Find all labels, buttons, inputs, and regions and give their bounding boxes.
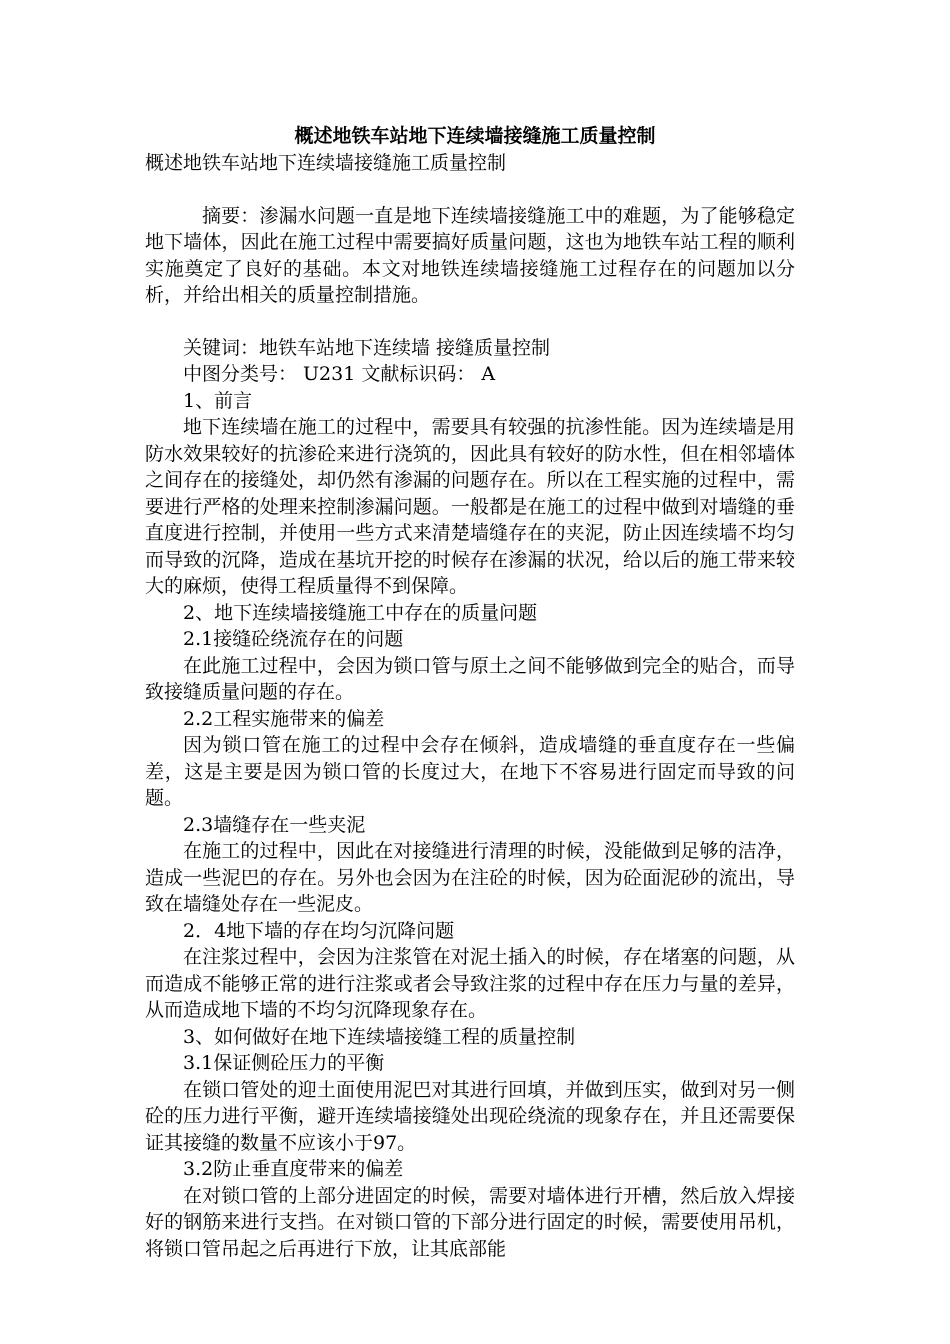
classification-line: 中图分类号： U231 文献标识码： A xyxy=(183,363,496,385)
section-paragraph: 在锁口管处的迎土面使用泥巴对其进行回填，并做到压实，做到对另一侧砼的压力进行平衡，避开连续墙接缝处出现砼绕流的现象存在，并且还需要保证其接缝的数量不应该小于97。 xyxy=(145,1078,795,1154)
keywords-line: 关键词：地铁车站地下连续墙 接缝质量控制 xyxy=(183,336,551,359)
document-body xyxy=(145,150,795,1262)
subsection-heading: 2.1接缝砼绕流存在的问题 xyxy=(183,628,404,650)
subsection-heading: 3.1保证侧砼压力的平衡 xyxy=(183,1052,385,1074)
subsection-heading: 2.3墙缝存在一些夹泥 xyxy=(183,813,366,836)
section-paragraph: 地下连续墙在施工的过程中，需要具有较强的抗渗性能。因为连续墙是用防水效果较好的抗渗砼来进行浇筑的，因此具有较好的防水性，但在相邻墙体之间存在的接缝处，却仍然有渗漏的问题存在。所以在工程实施的过程中，需要进行严格的处理来控制渗漏问题。一般都是在施工的过程中做到对墙缝的垂直度进行控制，并使用一些方式来清楚墙缝存在的夹泥，防止因连续墙不均匀而导致的沉降，造成在基坑开挖的时候存在渗漏的状况，给以后的施工带来较大的麻烦，使得工程质量得不到保障。 xyxy=(145,416,795,597)
section-paragraph: 因为锁口管在施工的过程中会存在倾斜，造成墙缝的垂直度存在一些偏差，这是主要是因为锁口管的长度过大，在地下不容易进行固定而导致的问题。 xyxy=(145,734,795,809)
section-heading: 1、前言 xyxy=(183,389,253,412)
spacer xyxy=(145,177,795,203)
section-heading: 2、地下连续墙接缝施工中存在的质量问题 xyxy=(183,601,538,624)
abstract-paragraph: 摘要：渗漏水问题一直是地下连续墙接缝施工中的难题，为了能够稳定地下墙体，因此在施工过程中需要搞好质量问题，这也为地铁车站工程的顺利实施奠定了良好的基础。本文对地铁连续墙接缝施工过程存在的问题加以分析，并给出相关的质量控制措施。 xyxy=(145,204,795,306)
section-paragraph: 在对锁口管的上部分进固定的时候，需要对墙体进行开槽，然后放入焊接好的钢筋来进行支挡。在对锁口管的下部分进行固定的时候，需要使用吊机，将锁口管吊起之后再进行下放，让其底部能 xyxy=(145,1184,795,1260)
subsection-heading: 3.2防止垂直度带来的偏差 xyxy=(183,1158,404,1180)
document-title: 概述地铁车站地下连续墙接缝施工质量控制 xyxy=(294,125,656,147)
section-paragraph: 在注浆过程中，会因为注浆管在对泥土插入的时候，存在堵塞的问题，从而造成不能够正常的进行注浆或者会导致注浆的过程中存在压力与量的差异，从而造成地下墙的不均匀沉降现象存在。 xyxy=(145,946,795,1021)
section-paragraph: 在此施工过程中，会因为锁口管与原土之间不能够做到完全的贴合，而导致接缝质量问题的存在。 xyxy=(145,654,795,703)
section-paragraph: 在施工的过程中，因此在对接缝进行清理的时候，没能做到足够的洁净，造成一些泥巴的存在。另外也会因为在注砼的时候，因为砼面泥砂的流出，导致在墙缝处存在一些泥皮。 xyxy=(145,840,795,915)
section-heading: 3、如何做好在地下连续墙接缝工程的质量控制 xyxy=(183,1025,576,1048)
subsection-heading: 2.2工程实施带来的偏差 xyxy=(183,707,385,730)
document-subtitle: 概述地铁车站地下连续墙接缝施工质量控制 xyxy=(145,152,507,174)
subsection-heading: 2．4地下墙的存在均匀沉降问题 xyxy=(183,919,455,942)
spacer xyxy=(145,309,795,335)
